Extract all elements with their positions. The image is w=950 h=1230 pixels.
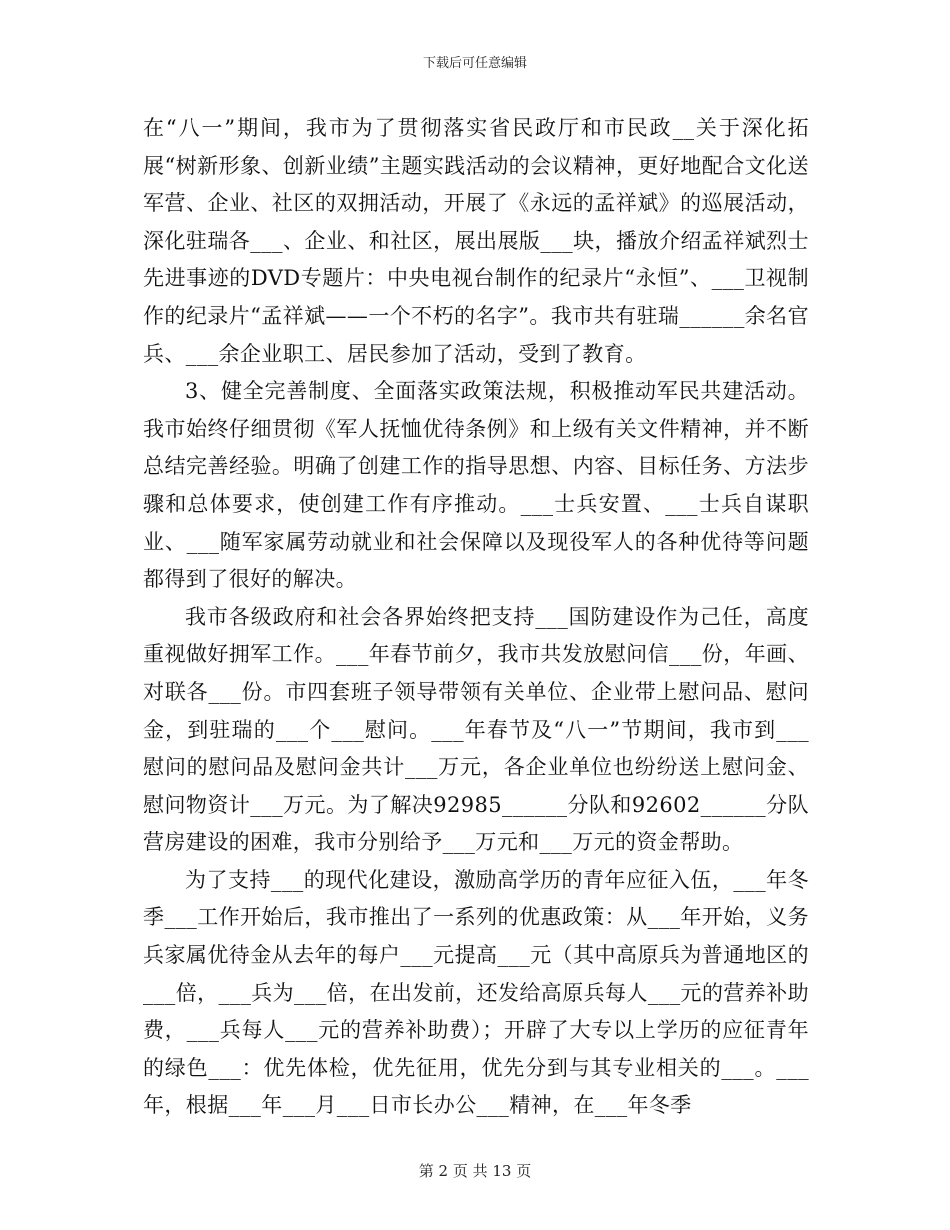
document-body bbox=[143, 110, 809, 1125]
paragraph-4: 为了支持___的现代化建设，激励高学历的青年应征入伍，___年冬季___工作开始后，我市推出了一系列的优惠政策：从___年开始，义务兵家属优待金从去年的每户___元提高___元（其中高原兵为普通地区的___倍，___兵为___倍，在出发前，还发给高原兵每人___元的营养补助费，___兵每人___元的营养补助费）；开辟了大专以上学历的应征青年的绿色___：优先体检，优先征用，优先分到与其专业相关的___。___年，根据___年___月___日市长办公___精神，在___年冬季 bbox=[143, 867, 809, 1118]
page-header: 下载后可任意编辑 bbox=[422, 56, 527, 71]
paragraph-3: 我市各级政府和社会各界始终把支持___国防建设作为己任，高度重视做好拥军工作。___年春节前夕，我市共发放慰问信___份，年画、对联各___份。市四套班子领导带领有关单位、企业带上慰问品、慰问金，到驻瑞的___个___慰问。___年春节及“八一”节期间，我市到___慰问的慰问品及慰问金共计___万元，各企业单位也纷纷送上慰问金、慰问物资计___万元。为了解决92985______分队和92602______分队营房建设的困难，我市分别给予___万元和___万元的资金帮助。 bbox=[143, 604, 809, 855]
paragraph-1: 在“八一”期间，我市为了贯彻落实省民政厅和市民政__关于深化拓展“树新形象、创新业绩”主题实践活动的会议精神，更好地配合文化送军营、企业、社区的双拥活动，开展了《永远的孟祥斌》的巡展活动，深化驻瑞各___、企业、和社区，展出展版___块，播放介绍孟祥斌烈士先进事迹的DVD专题片：中央电视台制作的纪录片“永恒”、___卫视制作的纪录片“孟祥斌——一个不朽的名字”。我市共有驻瑞______余名官兵、___余企业职工、居民参加了活动，受到了教育。 bbox=[143, 116, 809, 366]
page-number-footer: 第 2 页 共 13 页 bbox=[418, 1162, 532, 1180]
paragraph-2: 3、健全完善制度、全面落实政策法规，积极推动军民共建活动。我市始终仔细贯彻《军人抚恤优待条例》和上级有关文件精神，并不断总结完善经验。明确了创建工作的指导思想、内容、目标任务、方法步骤和总体要求，使创建工作有序推动。___士兵安置、___士兵自谋职业、___随军家属劳动就业和社会保障以及现役军人的各种优待等问题都得到了很好的解决。 bbox=[143, 379, 809, 592]
